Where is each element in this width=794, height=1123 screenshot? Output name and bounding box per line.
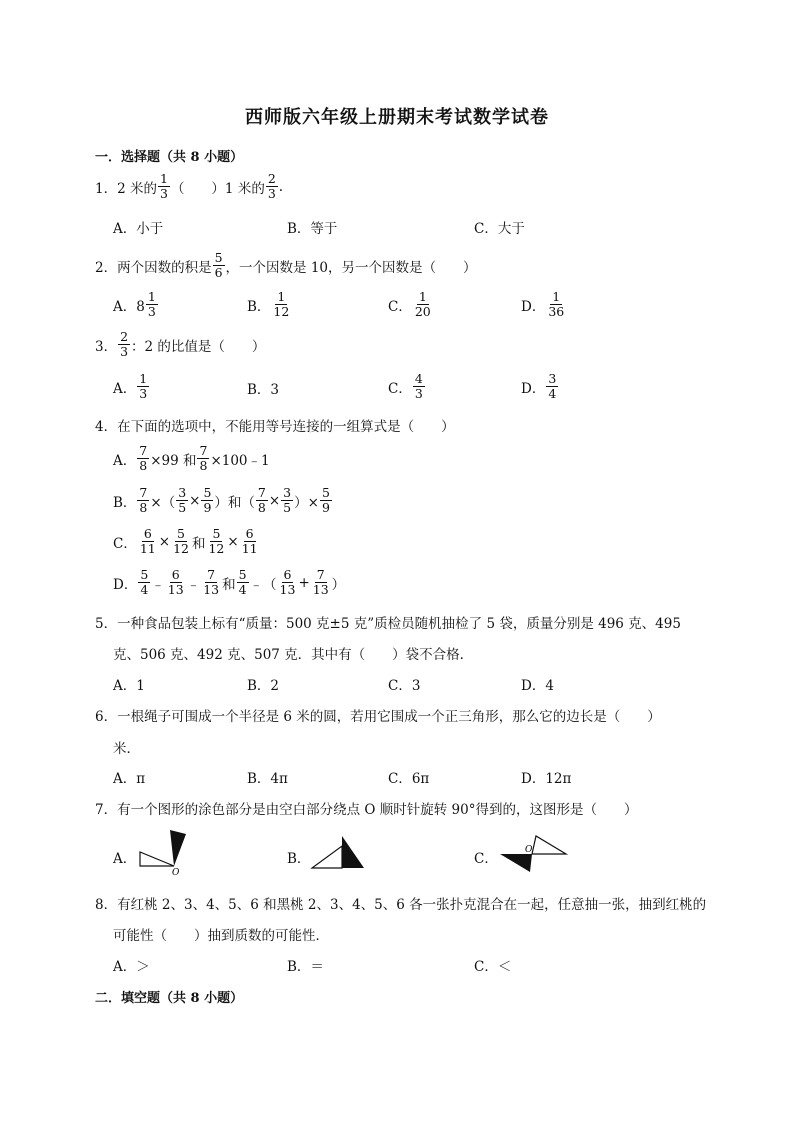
question-1 (95, 172, 283, 201)
option-label: D． (521, 380, 546, 397)
fraction: $\frac{6}{11}$ (139, 526, 156, 556)
question-3 (95, 330, 265, 359)
expr-text: × (189, 492, 201, 509)
option-c-figure[interactable] (496, 832, 568, 876)
blank-triangle-shape (140, 852, 174, 866)
option-label: A． (113, 380, 137, 397)
option-b-label[interactable]: B． (287, 851, 311, 867)
option-d[interactable] (521, 290, 567, 319)
option-label: B． (247, 298, 271, 315)
question-text: . (278, 178, 284, 195)
question-text: （ ）1 米的 (170, 180, 265, 197)
fraction: 1 20 (414, 289, 431, 319)
fraction: 1 3 (139, 371, 148, 401)
option-c[interactable]: C．大于 (474, 221, 525, 237)
blank-triangle-shape (312, 846, 342, 868)
fraction: 3 4 (548, 371, 557, 401)
fraction: 4 3 (414, 371, 423, 401)
question-4 (95, 415, 455, 435)
fraction: 5 4 (140, 567, 149, 597)
expr-text: ） (331, 576, 346, 593)
question-6 (95, 705, 661, 725)
option-d[interactable]: D．12π (521, 771, 572, 787)
expr-text: ×99 和 (150, 452, 197, 469)
option-d[interactable] (113, 568, 345, 597)
option-b[interactable] (247, 290, 292, 319)
fraction: $\frac{7}{8}$ (139, 443, 148, 473)
question-number: 5． (95, 616, 118, 632)
option-d[interactable]: D．4 (521, 678, 554, 694)
option-label: D． (113, 576, 138, 593)
fraction: 5 6 (214, 250, 223, 280)
question-8 (95, 893, 706, 913)
shaded-triangle-shape (500, 854, 532, 872)
option-c[interactable]: C．3 (388, 678, 421, 694)
option-c[interactable]: C．＜ (474, 959, 512, 975)
expr-text: × (158, 533, 171, 550)
question-text: ，一个因数是 10，另一个因数是（ ） (225, 259, 477, 276)
shaded-triangle-shape (170, 830, 186, 866)
fraction: $\frac{5}{12}$ (173, 526, 189, 556)
fraction: $\frac{5}{12}$ (208, 526, 225, 556)
expr-text: 和 (191, 535, 206, 552)
question-number: 8． (95, 897, 118, 913)
option-label: B． (113, 494, 137, 511)
expr-text: × (268, 492, 281, 509)
expr-text: ×（ (150, 494, 176, 511)
fraction: $\frac{5}{9}$ (203, 485, 212, 515)
fraction: 2 3 (120, 329, 129, 359)
option-c[interactable] (388, 372, 426, 401)
fraction: 6 13 (279, 567, 296, 597)
option-a-figure[interactable] (136, 830, 192, 876)
fraction: 1 12 (273, 289, 290, 319)
fraction: 6 13 (167, 567, 184, 597)
option-b[interactable]: B．4π (247, 771, 288, 787)
question-text: 一种食品包装上标有“质量：500 克±5 克”质检员随机抽检了 5 袋，质量分别是 496 克、495 (117, 616, 681, 632)
question-number: 3． (95, 338, 118, 355)
question-number: 7． (95, 802, 118, 818)
expr-text: 和 (222, 576, 236, 593)
option-label: A．8 (113, 298, 145, 315)
option-a[interactable] (113, 444, 270, 473)
question-5 (95, 612, 681, 632)
option-d[interactable] (521, 372, 559, 401)
question-number: 1． (95, 180, 118, 197)
question-text: 有红桃 2、3、4、5、6 和黑桃 2、3、4、5、6 各一张扑克混合在一起，任意抽一张，抽到红桃的 (117, 897, 707, 913)
expr-text: ﹣（ (249, 576, 277, 593)
option-a[interactable]: A．π (113, 771, 146, 787)
question-text: 一根绳子可围成一个半径是 6 米的圆，若用它围成一个正三角形，那么它的边长是（ ） (117, 709, 661, 725)
question-8-cont: 可能性（ ）抽到质数的可能性． (113, 928, 329, 944)
question-7 (95, 798, 637, 818)
section-heading-fill: 二．填空题（共 8 小题） (95, 991, 244, 1006)
fraction: $\frac{7}{8}$ (257, 485, 266, 515)
blank-triangle-shape (532, 836, 566, 854)
question-6-cont: 米． (113, 741, 140, 757)
option-b[interactable]: B．等于 (287, 221, 338, 237)
option-a[interactable]: A．1 (113, 678, 145, 694)
option-label: C． (388, 380, 412, 397)
expr-text: ﹣ (151, 576, 165, 593)
option-a-label[interactable]: A． (113, 851, 137, 867)
fraction: $\frac{7}{8}$ (199, 443, 208, 473)
question-number: 6． (95, 709, 118, 725)
fraction: $\frac{7}{13}$ (312, 567, 329, 597)
question-text: 有一个图形的涂色部分是由空白部分绕点 O 顺时针旋转 90°得到的，这图形是（ ） (117, 802, 638, 818)
fraction: 1 3 (159, 171, 168, 201)
option-a[interactable]: A．小于 (113, 221, 164, 237)
option-label: A． (113, 452, 137, 469)
expr-text: × (227, 533, 239, 550)
fraction: 2 3 (267, 171, 276, 201)
option-b[interactable]: B．＝ (287, 959, 324, 975)
option-b[interactable]: B．2 (247, 678, 280, 694)
point-o-label: O (172, 868, 180, 876)
option-a[interactable] (113, 372, 150, 401)
shaded-triangle-shape (342, 836, 364, 868)
question-text: ：2 的比值是（ ） (131, 338, 266, 355)
section-heading-choice: 一．选择题（共 8 小题） (95, 150, 244, 165)
fraction: $\frac{3}{5}$ (283, 485, 292, 515)
fraction: 1 36 (548, 289, 565, 319)
option-a[interactable] (113, 290, 159, 319)
question-text: 2 米的 (117, 180, 157, 197)
fraction: 5 4 (238, 567, 247, 597)
fraction: 1 3 (147, 289, 156, 319)
question-2 (95, 251, 477, 280)
expr-text: ﹣ (186, 576, 201, 593)
option-b-figure[interactable] (308, 832, 368, 872)
option-c[interactable]: C．6π (388, 771, 430, 787)
fraction: $\frac{6}{11}$ (241, 526, 258, 556)
question-number: 2． (95, 259, 118, 276)
question-5-cont: 克、506 克、492 克、507 克．其中有（ ）袋不合格． (113, 647, 474, 663)
fraction: $\frac{7}{8}$ (139, 485, 148, 515)
expr-text: + (298, 574, 310, 591)
expr-text: ）和（ (214, 494, 255, 511)
option-c[interactable] (388, 290, 434, 319)
option-label: C． (113, 535, 137, 552)
question-text: 在下面的选项中，不能用等号连接的一组算式是（ ） (117, 419, 455, 435)
option-label: D． (521, 298, 546, 315)
option-label: C． (388, 298, 412, 315)
question-number: 4． (95, 419, 118, 435)
point-o-label: O (525, 845, 533, 855)
fraction: $\frac{5}{9}$ (321, 485, 330, 515)
option-b[interactable]: B．3 (247, 382, 280, 398)
fraction: $\frac{3}{5}$ (178, 485, 187, 515)
option-a[interactable]: A．＞ (113, 959, 150, 975)
fraction: 7 13 (203, 567, 220, 597)
page-title: 西师版六年级上册期末考试数学试卷 (245, 107, 549, 128)
option-c[interactable] (113, 527, 261, 556)
option-c-label[interactable]: C． (474, 851, 498, 867)
expr-text: ×100﹣1 (210, 452, 270, 469)
expr-text: ）× (294, 494, 319, 511)
question-text: 两个因数的积是 (117, 259, 212, 276)
option-b[interactable] (113, 486, 333, 515)
